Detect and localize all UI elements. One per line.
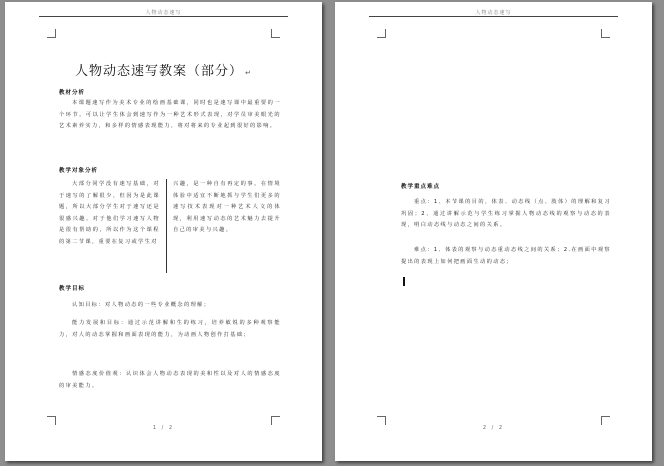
text-cursor <box>403 277 405 286</box>
header-rule <box>369 16 618 17</box>
paragraph-goal-emotion[interactable]: 情感态度价值观：认识体会人物动态表现的美和性以及对人的情感态度的审美能力。 <box>59 371 281 389</box>
heading-key-points: 教学重点难点 <box>401 184 441 190</box>
heading-students: 教学对象分析 <box>59 168 99 174</box>
margin-corner-mark <box>601 29 610 38</box>
document-title[interactable] <box>5 60 322 79</box>
paragraph-goal-cognitive[interactable]: 认知目标：对人物动态的一些专业概念的理解； <box>72 302 211 308</box>
paragraph-analysis[interactable]: 本课题速写作为美术专业的绘画基础课，同时也是速写课中最重要的一个环节。可以让学生体会到速写作为一种艺术形式表现，对学员审美眼光的艺术素养实力，和多样的情感表现能力，将对将来的专业起到很好的影响。 <box>59 100 281 130</box>
page-header-text: 人物动态速写 <box>145 10 182 16</box>
paragraph-return-mark-icon: ↵ <box>245 69 252 77</box>
page-number: 2 / 2 <box>482 425 505 431</box>
margin-corner-mark <box>47 416 56 425</box>
header-rule <box>39 16 288 17</box>
document-title-text: 人物动态速写教案（部分） <box>75 64 244 79</box>
margin-corner-mark <box>601 416 610 425</box>
margin-corner-mark <box>377 416 386 425</box>
margin-corner-mark <box>47 29 56 38</box>
margin-corner-mark <box>271 29 280 38</box>
column-divider <box>166 179 167 273</box>
page-header-text: 人物动态速写 <box>475 10 512 16</box>
page-number: 1 / 2 <box>152 425 175 431</box>
heading-analysis: 教材分析 <box>59 90 86 96</box>
paragraph-goal-ability[interactable]: 能力发展和目标：通过示范讲解和生的练习，培养敏锐的多种观察能力，对人的动态掌握和画面表现的能力，为动画人物创作打基础； <box>59 320 281 338</box>
document-page-2[interactable] <box>335 2 652 461</box>
paragraph-key-points[interactable]: 重点：1、本节课的目的，体表、动态线（点、肢体）的理解和复习巩固；2、通过讲解示范与学生练习掌握人物动态线的观察与动态的表现，明白动态线与动态之间的关系。 <box>401 199 611 229</box>
paragraph-students-right-column[interactable]: 兴趣，是一种自有再定的事。在情境体验中适宜不断地抓与学生们更多的速写技术表现对一种艺术人文的体现，利用速写动态的艺术魅力去提升自己的审美与兴趣。 <box>173 181 281 234</box>
margin-corner-mark <box>271 416 280 425</box>
margin-corner-mark <box>377 29 386 38</box>
heading-goals: 教学目标 <box>59 286 86 292</box>
paragraph-difficulties[interactable]: 难点：1、体表的观察与动态重动态线之间的关系；2.在画面中观察提出的表现上如何把画面生动的动态； <box>401 247 611 265</box>
paragraph-students-left-column[interactable]: 大部分同学没有速写基础，对于速写的了解很少，但因为是此课题，所以大部分学生对于速写还是很感兴趣。对于他们学习速写人物是很有帮助的，所以作为这个课程的第二节课，重要在复习或学生对 <box>59 181 160 245</box>
document-page-1[interactable] <box>5 2 322 461</box>
